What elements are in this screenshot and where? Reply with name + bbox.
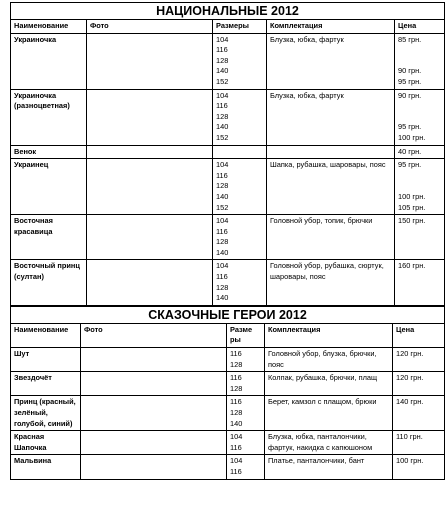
size-value: 104 (230, 432, 243, 442)
size-value: 128 (230, 383, 243, 393)
size-value: 152 (216, 76, 229, 86)
national-header-row (11, 20, 445, 34)
product-row (11, 348, 445, 372)
product-name: Венок (11, 145, 87, 159)
price-value: 105 грн. (398, 202, 426, 212)
col-photo-header: Фото (87, 20, 213, 34)
price-value (398, 171, 441, 182)
product-price (395, 159, 445, 215)
price-value: 95 грн. (398, 122, 422, 132)
col-sizes-header: Разме ры (227, 323, 265, 347)
product-name: Украиночка (11, 33, 87, 89)
col-set-header: Комплектация (265, 323, 393, 347)
product-photo-cell (81, 431, 227, 455)
size-value: 140 (216, 191, 229, 201)
product-sizes (227, 396, 265, 431)
product-set: Блузка, юбка, фартук (267, 89, 395, 145)
product-price (395, 33, 445, 89)
product-row (11, 215, 445, 260)
product-sizes (227, 455, 265, 479)
product-set: Головной убор, топик, брючки (267, 215, 395, 260)
product-sizes (213, 145, 267, 159)
product-photo-cell (81, 348, 227, 372)
size-value: 128 (216, 55, 229, 65)
size-value: 128 (230, 359, 243, 369)
product-row (11, 33, 445, 89)
price-value: 100 грн. (398, 132, 426, 142)
price-value: 140 грн. (396, 397, 424, 407)
product-name: Восточная красавица (11, 215, 87, 260)
size-value: 116 (216, 101, 228, 111)
product-row (11, 372, 445, 396)
product-set: Платье, панталончики, бант (265, 455, 393, 479)
price-value: 120 грн. (396, 373, 424, 383)
product-photo-cell (81, 455, 227, 479)
product-photo-cell (87, 89, 213, 145)
size-value: 104 (230, 456, 243, 466)
size-value: 116 (216, 170, 228, 180)
product-set: Блузка, юбка, фартук (267, 33, 395, 89)
price-value (398, 101, 441, 112)
size-value: 128 (216, 237, 229, 247)
size-value: 104 (216, 90, 229, 100)
size-value: 128 (216, 282, 229, 292)
product-name: Украинец (11, 159, 87, 215)
size-value: 104 (216, 34, 229, 44)
product-price (393, 372, 445, 396)
price-sheet (10, 2, 444, 480)
product-set: Берет, камзол с плащом, брюки (265, 396, 393, 431)
product-price (393, 431, 445, 455)
product-name: Мальвина (11, 455, 81, 479)
product-price (395, 145, 445, 159)
product-sizes (213, 159, 267, 215)
size-value: 104 (216, 160, 229, 170)
price-value: 40 грн. (398, 146, 422, 156)
price-value (398, 181, 441, 192)
price-value (398, 112, 441, 123)
product-sizes (213, 260, 267, 305)
product-row (11, 431, 445, 455)
product-price (393, 348, 445, 372)
fairy-heroes-table (10, 306, 445, 480)
size-value: 128 (216, 111, 229, 121)
size-value: 116 (230, 442, 242, 452)
col-set-header: Комплектация (267, 20, 395, 34)
col-sizes-header: Размеры (213, 20, 267, 34)
product-price (395, 89, 445, 145)
product-row (11, 145, 445, 159)
product-sizes (213, 215, 267, 260)
price-value: 120 грн. (396, 349, 424, 359)
size-value: 140 (216, 66, 229, 76)
price-value: 95 грн. (398, 160, 422, 170)
product-photo-cell (87, 215, 213, 260)
col-photo-header: Фото (81, 323, 227, 347)
product-photo-cell (87, 260, 213, 305)
size-value: 140 (216, 293, 229, 303)
product-photo-cell (81, 396, 227, 431)
price-value (398, 56, 441, 67)
price-value: 160 грн. (398, 261, 426, 271)
product-row (11, 159, 445, 215)
price-value: 90 грн. (398, 66, 422, 76)
product-price (393, 396, 445, 431)
size-value: 116 (230, 397, 242, 407)
product-photo-cell (87, 159, 213, 215)
size-value: 116 (230, 373, 242, 383)
price-value: 95 грн. (398, 76, 422, 86)
size-value: 152 (216, 132, 229, 142)
size-value: 140 (216, 122, 229, 132)
size-value: 116 (230, 349, 242, 359)
size-value: 104 (216, 216, 229, 226)
product-sizes (213, 33, 267, 89)
product-sizes (227, 431, 265, 455)
product-set: Шапка, рубашка, шаровары, пояс (267, 159, 395, 215)
product-row (11, 455, 445, 479)
fairy-title: СКАЗОЧНЫЕ ГЕРОИ 2012 (11, 306, 445, 323)
size-value: 128 (230, 408, 243, 417)
product-name: Шут (11, 348, 81, 372)
size-value: 140 (216, 247, 229, 257)
size-value: 116 (216, 226, 228, 236)
product-sizes (213, 89, 267, 145)
product-name: Звездочёт (11, 372, 81, 396)
product-name: Украиночка (разноцветная) (11, 89, 87, 145)
fairy-header-row (11, 323, 445, 347)
price-value: 90 грн. (398, 90, 422, 100)
product-set: Колпак, рубашка, брючки, плащ (265, 372, 393, 396)
size-value: 104 (216, 261, 229, 271)
size-value: 152 (216, 202, 229, 212)
price-value: 110 грн. (396, 432, 423, 442)
product-price (393, 455, 445, 479)
price-value: 100 грн. (398, 191, 426, 201)
size-value: 116 (230, 466, 242, 476)
product-name: Восточный принц (султан) (11, 260, 87, 305)
product-set (267, 145, 395, 159)
price-value: 85 грн. (398, 34, 422, 44)
product-row (11, 396, 445, 431)
product-set: Головной убор, блузка, брючки, пояс (265, 348, 393, 372)
size-value: 116 (216, 272, 228, 282)
size-value: 140 (230, 418, 243, 428)
national-costumes-table (10, 2, 445, 306)
product-set: Блузка, юбка, панталончики, фартук, накидка с капюшоном (265, 431, 393, 455)
col-price-header: Цена (395, 20, 445, 34)
col-name-header: Наименование (11, 20, 87, 34)
national-title: НАЦИОНАЛЬНЫЕ 2012 (11, 3, 445, 20)
product-photo-cell (87, 33, 213, 89)
size-value: 128 (216, 181, 229, 191)
product-sizes (227, 348, 265, 372)
product-price (395, 215, 445, 260)
product-price (395, 260, 445, 305)
product-sizes (227, 372, 265, 396)
price-value: 100 грн. (396, 456, 424, 466)
price-value: 150 грн. (398, 216, 426, 226)
product-set: Головной убор, рубашка, сюртук, шаровары, пояс (267, 260, 395, 305)
col-price-header: Цена (393, 323, 445, 347)
product-row (11, 89, 445, 145)
product-photo-cell (81, 372, 227, 396)
product-photo-cell (87, 145, 213, 159)
size-value: 116 (216, 45, 228, 55)
product-row (11, 260, 445, 305)
price-value (398, 45, 441, 56)
product-name: Красная Шапочка (11, 431, 81, 455)
product-name: Принц (красный, зелёный, голубой, синий) (11, 396, 81, 431)
col-name-header: Наименование (11, 323, 81, 347)
